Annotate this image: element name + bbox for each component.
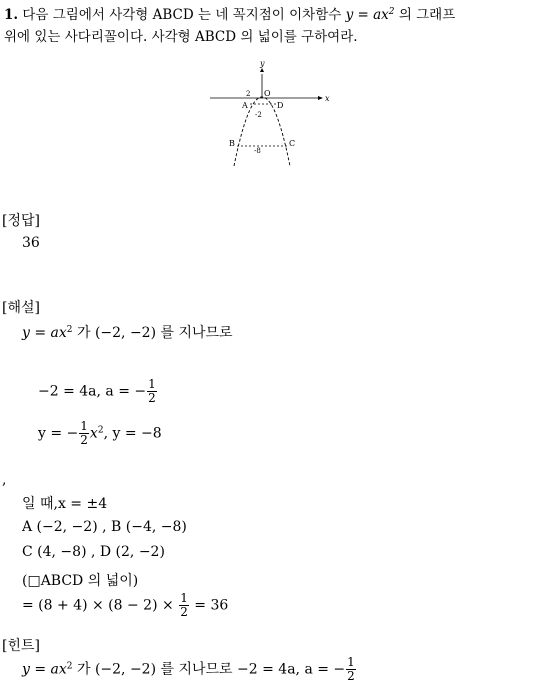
- x-axis-label: x: [325, 94, 330, 103]
- label-D: D: [277, 101, 284, 110]
- question-equation: $y = ax^2$: [345, 7, 395, 23]
- solution-line-1: $y = ax^2$ 가 (−2, −2) 를 지나므로: [22, 325, 233, 341]
- solution-header: [해설]: [2, 300, 40, 316]
- question-number: 1.: [4, 7, 19, 23]
- question-text-1-end: 의 그래프: [398, 7, 456, 23]
- hint-header: [힌트]: [2, 638, 40, 654]
- parabola-figure: [200, 58, 335, 170]
- solution-equation-2: y = − $\frac{1}{2}$ $x^2$, y = −8: [38, 419, 162, 448]
- origin-label: O: [264, 89, 271, 98]
- label-C: C: [289, 139, 296, 148]
- x-tick-neg: 2: [246, 90, 251, 98]
- solution-calculation: = (8 + 4) × (8 − 2) × $\frac{1}{2}$ = 36: [22, 591, 229, 620]
- solution-comma: ,: [2, 472, 7, 488]
- y-axis-arrow: [260, 68, 264, 72]
- y-tick-upper: -2: [255, 111, 262, 119]
- answer-value: 36: [22, 235, 40, 251]
- solution-points-cd: C (4, −8) , D (2, −2): [22, 544, 165, 560]
- x-axis-arrow: [318, 96, 323, 100]
- question-text-1: 다음 그림에서 사각형 ABCD 는 네 꼭지점이 이차함수: [22, 7, 342, 23]
- question-line-1: [4, 3, 455, 23]
- solution-area-label: (□ABCD 의 넓이): [22, 573, 139, 589]
- y-tick-lower: -8: [254, 147, 261, 155]
- hint-line: $y = ax^2$ 가 (−2, −2) 를 지나므로 −2 = 4a, a = − $\frac{1}{2}$: [22, 655, 355, 684]
- label-A: A: [242, 101, 248, 110]
- solution-equation-1: −2 = 4a, a = − $\frac{1}{2}$: [38, 377, 156, 406]
- question-line-2: 위에 있는 사다리꼴이다. 사각형 ABCD 의 넓이를 구하여라.: [4, 29, 358, 45]
- label-B: B: [229, 139, 235, 148]
- answer-header: [정답]: [2, 213, 40, 229]
- solution-points-ab: A (−2, −2) , B (−4, −8): [22, 519, 187, 535]
- y-axis-label: y: [260, 59, 265, 68]
- solution-when: 일 때,x = ±4: [22, 496, 108, 512]
